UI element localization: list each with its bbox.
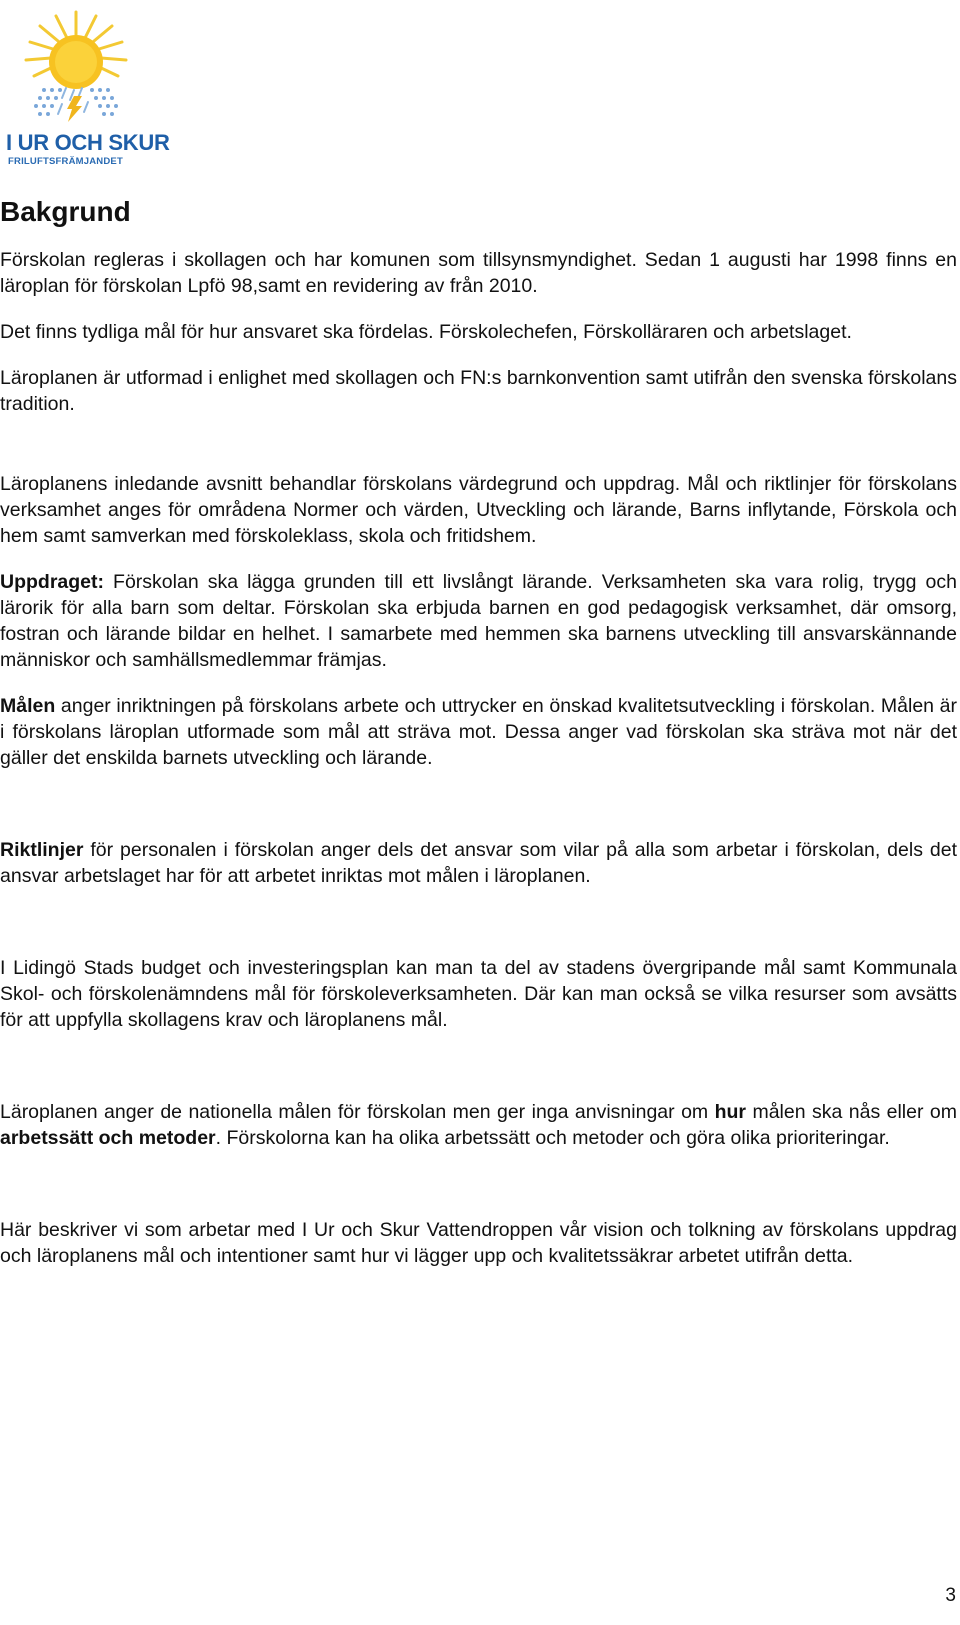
paragraph-national-goals xyxy=(0,1099,957,1151)
sun-rain-logo-graphic xyxy=(4,6,149,131)
paragraph-assignment xyxy=(0,569,957,673)
paragraph-text: Det finns tydliga mål för hur ansvaret ska fördelas. Förskolechefen, Förskolläraren och arbetslaget. xyxy=(0,321,852,343)
paragraph-legal-basis xyxy=(0,247,957,299)
paragraph-text: Läroplanen anger de nationella målen för förskolan men ger inga anvisningar om xyxy=(0,1101,715,1123)
paragraph-text: Förskolan regleras i skollagen och har komunen som tillsynsmyndighet. Sedan 1 augusti har 1998 finns en läroplan för förskolan Lpfö 98,samt en revidering av från 2010. xyxy=(0,249,957,297)
paragraph-curriculum-sections xyxy=(0,471,957,549)
page-number: 3 xyxy=(945,1585,956,1606)
paragraph-text: . Förskolorna kan ha olika arbetssätt och metoder och göra olika prioriteringar. xyxy=(215,1127,890,1149)
paragraph-text: målen ska nås eller om xyxy=(746,1101,957,1123)
paragraph-goals xyxy=(0,693,957,771)
bold-term: hur xyxy=(714,1101,747,1123)
paragraph-text: anger inriktningen på förskolans arbete och uttrycker en önskad kvalitetsutveckling i förskolan. Målen är i förskolans läroplan utformade som mål att sträva mot. Dessa anger vad förskolan ska sträva mot när det gäller det enskilda barnets utveckling och lärande. xyxy=(0,695,957,769)
document-body xyxy=(0,195,957,1269)
logo-subtitle: FRILUFTSFRÄMJANDET xyxy=(8,156,123,167)
paragraph-curriculum-design xyxy=(0,365,957,417)
paragraph-text: Läroplanens inledande avsnitt behandlar förskolans värdegrund och uppdrag. Mål och riktlinjer för förskolans verksamhet anges för områdena Normer och värden, Utveckling och lärande, Barns inflytande, Förskola och hem samt samverkan med förskoleklass, skola och fritidshem. xyxy=(0,473,957,547)
paragraph-vision xyxy=(0,1217,957,1269)
paragraph-text: för personalen i förskolan anger dels det ansvar som vilar på alla som arbetar i förskolan, dels det ansvar arbetslaget har för att arbetet inriktas mot målen i läroplanen. xyxy=(0,839,957,887)
section-heading: Bakgrund xyxy=(0,196,131,227)
paragraph-responsibilities xyxy=(0,319,957,345)
bold-term: Riktlinjer xyxy=(0,839,84,861)
logo-title: I UR OCH SKUR xyxy=(6,130,170,155)
organization-logo xyxy=(4,6,170,167)
paragraph-text: Här beskriver vi som arbetar med I Ur och Skur Vattendroppen vår vision och tolkning av förskolans uppdrag och läroplanens mål och intentioner samt hur vi lägger upp och kvalitetssäkrar arbetet utifrån detta. xyxy=(0,1219,957,1267)
paragraph-text: I Lidingö Stads budget och investeringsplan kan man ta del av stadens övergripande mål samt Kommunala Skol- och förskolenämndens mål för förskoleverksamheten. Där kan man också se vilka resurser som avsätts för att uppfylla skollagens krav och läroplanens mål. xyxy=(0,957,957,1031)
bold-term: arbetssätt och metoder xyxy=(0,1127,216,1149)
bold-term: Uppdraget: xyxy=(0,571,104,593)
bold-term: Målen xyxy=(0,695,56,717)
paragraph-text: Läroplanen är utformad i enlighet med skollagen och FN:s barnkonvention samt utifrån den svenska förskolans tradition. xyxy=(0,367,957,415)
paragraph-budget xyxy=(0,955,957,1033)
paragraph-text: Förskolan ska lägga grunden till ett livslångt lärande. Verksamheten ska vara rolig, trygg och lärorik för alla barn som deltar. Förskolan ska erbjuda barnen en god pedagogisk verksamhet, där omsorg, fostran och lärande bildar en helhet. I samarbete med hemmen ska barnens utveckling till ansvarskännande människor och samhällsmedlemmar främjas. xyxy=(0,571,957,671)
paragraph-guidelines xyxy=(0,837,957,889)
